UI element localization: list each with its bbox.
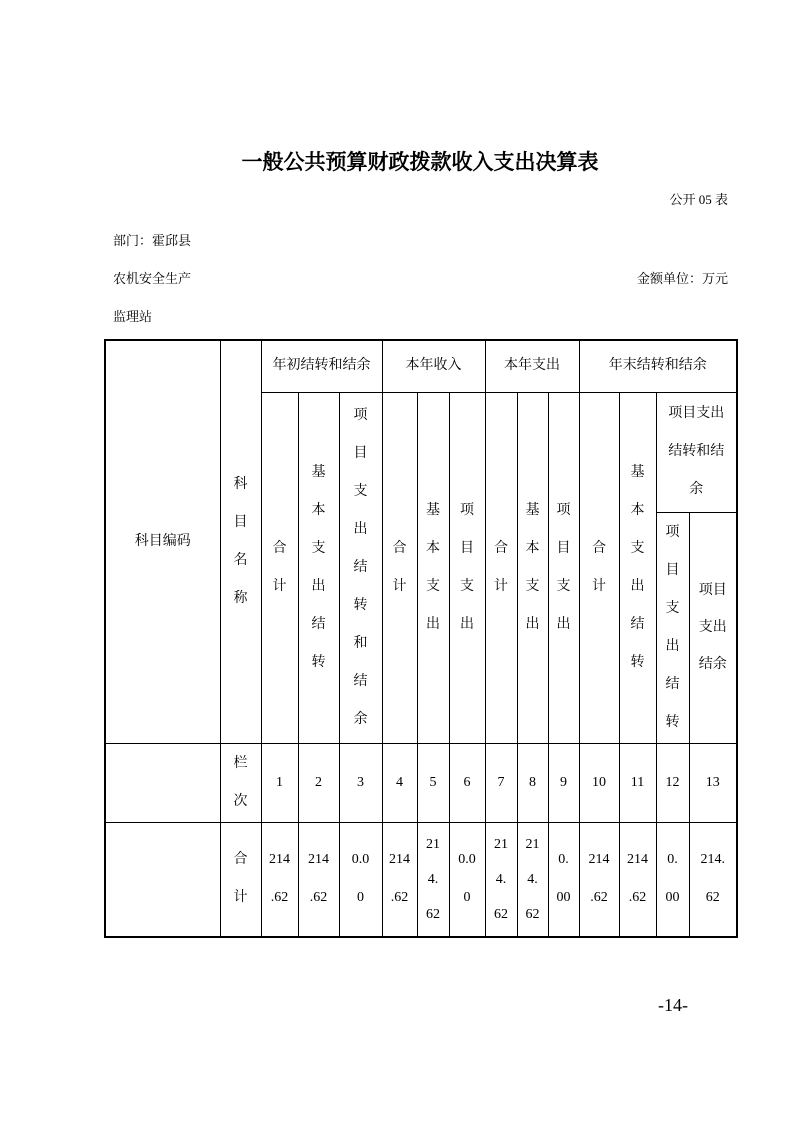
text-line: 出 <box>353 521 368 537</box>
total-value <box>580 841 619 917</box>
text-line: 目 <box>353 445 368 461</box>
text-line: 余 <box>353 711 368 727</box>
text-line: 4. <box>427 871 439 887</box>
total-value-cell <box>449 822 485 937</box>
text-line: 214 <box>269 852 290 868</box>
text-line: 结余 <box>698 657 727 672</box>
text-line: 4. <box>495 871 507 887</box>
text-line: 21 <box>426 836 440 852</box>
header-column-label <box>657 395 737 509</box>
column-number: 10 <box>592 774 606 790</box>
total-value <box>340 841 382 917</box>
text-line: 转 <box>630 654 645 670</box>
department-label: 部门：霍邱县 <box>113 233 192 248</box>
column-number: 1 <box>276 774 283 790</box>
header-group-label: 本年支出 <box>504 358 560 374</box>
header-column-cell <box>449 392 485 743</box>
text-line: 21 <box>525 836 540 852</box>
text-line: 目 <box>460 540 474 556</box>
text-line: 基 <box>311 464 326 480</box>
text-line: 0 <box>463 890 471 906</box>
column-number-cell <box>689 743 737 822</box>
text-line: 出 <box>460 616 474 632</box>
text-line: 支 <box>665 600 680 616</box>
text-line: 栏 <box>233 755 248 771</box>
text-line: 00 <box>556 890 571 906</box>
text-line: 次 <box>233 793 248 809</box>
total-value <box>383 841 417 917</box>
column-number: 9 <box>560 774 567 790</box>
header-column-cell <box>579 392 619 743</box>
text-line: .62 <box>309 890 328 906</box>
text-line: 基 <box>630 464 645 480</box>
total-value <box>450 841 485 917</box>
text-line: .62 <box>390 890 409 906</box>
header-column-label <box>486 530 517 606</box>
column-number-cell <box>339 743 382 822</box>
column-number-cell <box>298 743 339 822</box>
text-line: 本 <box>630 502 645 518</box>
header-column-cell <box>261 392 298 743</box>
empty-cell <box>105 822 220 937</box>
text-line: 0. <box>667 852 678 868</box>
text-line: 合 <box>392 540 407 556</box>
empty-cell <box>105 743 220 822</box>
text-line: 目 <box>233 514 248 530</box>
header-column-cell <box>417 392 449 743</box>
total-value-cell <box>417 822 449 937</box>
text-line: 余 <box>689 482 704 497</box>
header-subcolumn-label <box>690 572 737 683</box>
text-line: 0.0 <box>351 852 370 868</box>
total-value <box>262 841 298 917</box>
header-column-cell <box>382 392 417 743</box>
text-line: 项目 <box>698 583 727 598</box>
total-row <box>105 822 737 937</box>
header-column-label <box>340 397 382 739</box>
header-column-label <box>549 492 579 644</box>
text-line: 出 <box>556 616 571 632</box>
text-line: 62 <box>426 906 440 922</box>
text-line: .62 <box>590 890 608 906</box>
column-number: 4 <box>396 774 403 790</box>
text-line: 支 <box>556 578 571 594</box>
column-number-cell <box>382 743 417 822</box>
text-line: 目 <box>556 540 571 556</box>
text-line: 支 <box>525 578 540 594</box>
text-line: 合 <box>233 852 248 868</box>
text-line: 出 <box>426 616 440 632</box>
header-subject-name <box>221 466 261 618</box>
header-group-opening-balance <box>261 340 382 392</box>
header-column-label <box>450 492 485 644</box>
text-line: 项 <box>460 502 474 518</box>
text-line: 结 <box>630 616 645 632</box>
column-number-cell <box>548 743 579 822</box>
header-subject-name-cell <box>220 340 261 743</box>
total-value <box>518 827 548 932</box>
total-value-cell <box>656 822 689 937</box>
header-subject-code: 科目编码 <box>134 533 191 549</box>
text-line: 称 <box>233 590 248 606</box>
total-value <box>657 841 689 917</box>
text-line: 支 <box>311 540 326 556</box>
text-line: 0. <box>558 852 569 868</box>
column-number-cell <box>449 743 485 822</box>
budget-table <box>104 339 738 938</box>
amount-unit-label: 金额单位：万元 <box>636 271 728 286</box>
text-line: 本 <box>525 540 540 556</box>
header-column-cell <box>548 392 579 743</box>
header-column-label <box>418 492 449 644</box>
text-line: 支 <box>460 578 474 594</box>
text-line: .62 <box>270 890 289 906</box>
text-line: 62 <box>525 906 540 922</box>
page-number: -14- <box>658 995 688 1015</box>
text-line: 出 <box>311 578 326 594</box>
text-line: 和 <box>353 635 368 651</box>
total-value-cell <box>689 822 737 937</box>
column-number: 12 <box>665 774 680 790</box>
column-index-label <box>221 745 261 821</box>
text-line: 目 <box>665 562 680 578</box>
text-line: 214 <box>588 852 610 868</box>
text-line: .62 <box>628 890 647 906</box>
header-column-label <box>580 530 619 606</box>
column-number-cell <box>619 743 656 822</box>
text-line: 合 <box>494 540 508 556</box>
department-name-line: 农机安全生产 <box>113 271 192 286</box>
text-line: 支 <box>426 578 440 594</box>
total-value-cell <box>517 822 548 937</box>
total-value <box>486 827 517 932</box>
total-value <box>549 841 579 917</box>
total-value <box>418 827 449 932</box>
header-column-cell <box>298 392 339 743</box>
text-line: 项 <box>556 502 571 518</box>
text-line: 项目支出 <box>668 406 725 421</box>
column-number-cell <box>517 743 548 822</box>
header-column-cell <box>339 392 382 743</box>
header-group-label: 本年收入 <box>405 358 462 374</box>
text-line: 转 <box>353 597 368 613</box>
text-line: 本 <box>311 502 326 518</box>
text-line: 项 <box>353 407 368 423</box>
header-column-label <box>518 492 548 644</box>
text-line: 计 <box>494 578 508 594</box>
header-subcolumn-cell <box>656 512 689 743</box>
total-value-cell <box>548 822 579 937</box>
text-line: 计 <box>272 578 287 594</box>
column-number-cell <box>417 743 449 822</box>
text-line: 支 <box>630 540 645 556</box>
text-line: 科 <box>233 476 248 492</box>
column-number: 2 <box>315 774 322 790</box>
text-line: 合 <box>272 540 287 556</box>
header-group-current-expenditure <box>485 340 579 392</box>
text-line: 基 <box>426 502 440 518</box>
text-line: 计 <box>233 890 248 906</box>
header-column-cell <box>619 392 656 743</box>
text-line: 转 <box>311 654 326 670</box>
header-column-cell <box>656 392 737 512</box>
header-column-label <box>620 454 656 682</box>
column-number: 5 <box>429 774 437 790</box>
header-subcolumn-label <box>657 514 689 742</box>
text-line: 00 <box>665 890 680 906</box>
text-line: 支出 <box>698 620 727 635</box>
column-index-label-cell <box>220 743 261 822</box>
column-number: 8 <box>529 774 536 790</box>
total-value <box>299 841 339 917</box>
text-line: 转 <box>665 714 680 730</box>
total-value-cell <box>485 822 517 937</box>
text-line: 支 <box>353 483 368 499</box>
total-value <box>690 841 737 917</box>
document-title: 一般公共预算财政拨款收入支出决算表 <box>241 151 599 174</box>
total-value-cell <box>579 822 619 937</box>
header-group-current-income <box>382 340 485 392</box>
text-line: 计 <box>592 578 606 594</box>
text-line: 出 <box>525 616 540 632</box>
text-line: 214 <box>308 852 329 868</box>
column-number-cell <box>656 743 689 822</box>
text-line: 62 <box>494 906 508 922</box>
column-number-cell <box>485 743 517 822</box>
text-line: 名 <box>233 552 248 568</box>
total-value-cell <box>382 822 417 937</box>
header-group-closing-balance <box>579 340 737 392</box>
text-line: 基 <box>525 502 540 518</box>
header-subcolumn-cell <box>689 512 737 743</box>
form-code: 公开 05 表 <box>669 192 728 207</box>
text-line: 出 <box>665 638 680 654</box>
total-label-cell <box>220 822 261 937</box>
text-line: 0.0 <box>458 852 476 868</box>
text-line: 计 <box>392 578 407 594</box>
header-group-label: 年末结转和结余 <box>608 358 707 374</box>
header-row-groups <box>105 340 737 392</box>
department-name-line: 监理站 <box>113 309 153 324</box>
total-label <box>221 841 261 917</box>
text-line: 0 <box>357 890 364 906</box>
column-number: 7 <box>497 774 505 790</box>
column-number-cell <box>261 743 298 822</box>
text-line: 结 <box>353 673 368 689</box>
text-line: 项 <box>665 524 680 540</box>
column-number: 11 <box>630 774 645 790</box>
text-line: 出 <box>630 578 645 594</box>
header-column-cell <box>517 392 548 743</box>
column-number: 3 <box>357 774 364 790</box>
total-value-cell <box>339 822 382 937</box>
text-line: 62 <box>705 890 720 906</box>
total-value-cell <box>261 822 298 937</box>
text-line: 21 <box>494 836 508 852</box>
text-line: 214 <box>389 852 410 868</box>
header-group-label: 年初结转和结余 <box>272 358 371 374</box>
text-line: 结 <box>311 616 326 632</box>
total-value <box>620 841 656 917</box>
header-column-label <box>262 530 298 606</box>
header-column-cell <box>485 392 517 743</box>
text-line: 结转和结 <box>668 444 725 459</box>
column-index-row <box>105 743 737 822</box>
text-line: 合 <box>592 540 606 556</box>
total-value-cell <box>619 822 656 937</box>
text-line: 结 <box>353 559 368 575</box>
text-line: 4. <box>527 871 538 887</box>
column-number: 13 <box>705 774 720 790</box>
text-line: 结 <box>665 676 680 692</box>
column-number-cell <box>579 743 619 822</box>
column-number: 6 <box>463 774 471 790</box>
header-column-label <box>383 530 417 606</box>
text-line: 214 <box>627 852 648 868</box>
header-column-label <box>299 454 339 682</box>
text-line: 本 <box>426 540 440 556</box>
total-value-cell <box>298 822 339 937</box>
header-subject-code-cell <box>105 340 220 743</box>
text-line: 214. <box>700 852 725 868</box>
